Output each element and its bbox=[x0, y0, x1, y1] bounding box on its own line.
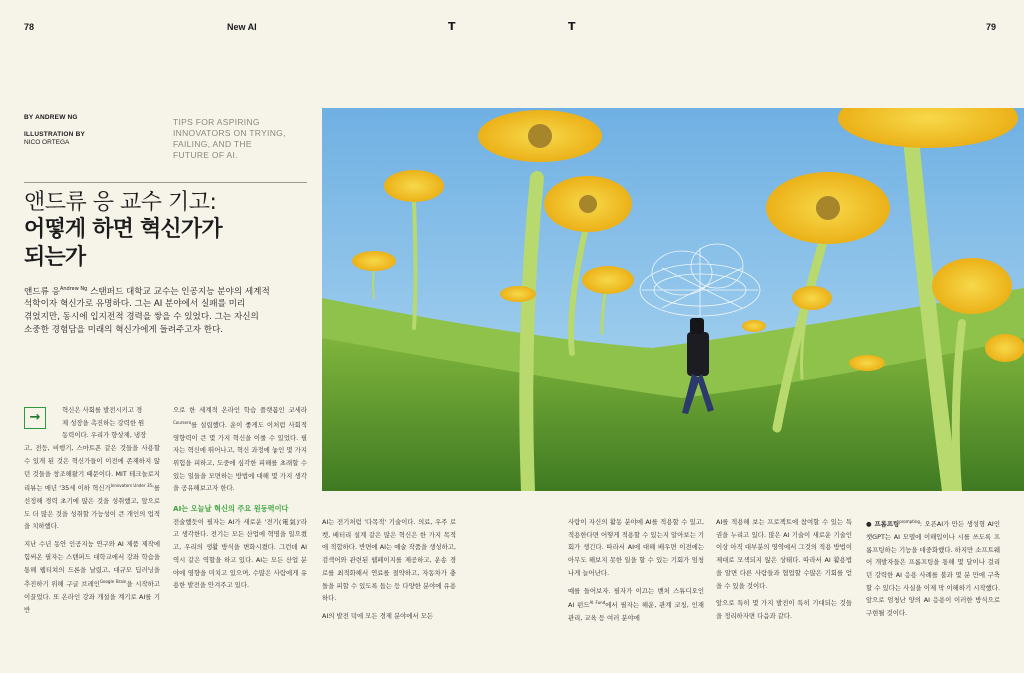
publication-logo-left: T bbox=[448, 20, 456, 33]
page-title bbox=[24, 190, 314, 272]
lede-text: 앤드류 응 bbox=[24, 286, 60, 297]
lede-line-3: 겪었지만, 동시에 입지전적 경력을 쌓을 수 있었다. 그는 자신의 bbox=[24, 312, 259, 323]
body-sup: Google Brain bbox=[99, 579, 127, 585]
body-term: 프롬프팅 bbox=[874, 520, 900, 529]
title-line-2: 어떻게 하면 혁신가가 bbox=[24, 217, 222, 242]
arrow-right-icon: → bbox=[24, 407, 46, 429]
body-dropcap-line: 혁신은 사회를 발전시키고 경 bbox=[62, 406, 143, 414]
body-paragraph: AI를 적용해 보는 프로젝트에 참여할 수 있는 특권을 누리고 있다. 많은 AI 기술이 새로운 기술인 이상 아직 대부분의 영역에서 그것의 적용 방법이 제대로 모색되지 않은 상태다. 따라서 AI 활용법을 알면 다른 사람들과 협업할 수많은 기회를 얻을 수 있을 것이다. bbox=[716, 518, 852, 590]
hero-illustration bbox=[322, 108, 1024, 491]
deck-text bbox=[173, 117, 313, 161]
body-text: 예를 들어보자. 필자가 이끄는 벤처 스튜디오인 AI 펀드 bbox=[568, 586, 704, 610]
deck-line: FUTURE OF AI. bbox=[173, 150, 238, 160]
body-paragraph: 사람이 자신의 활동 분야에 AI를 적용할 수 있고, 적용한다면 어떻게 적용할 수 있는지 알아보는 기회가 생긴다. 따라서 AI에 대해 배우면 이전에는 아무도 해보지 못한 일을 할 수 있는 기회가 엄청나게 늘어난다. bbox=[568, 518, 704, 577]
body-column-1 bbox=[24, 404, 160, 622]
body-text: 고, 전등, 비행기, 스마트폰 같은 것들을 사용할 수 있게 된 것은 혁신가들이 이전에 존재하지 않던 것들을 창조해왔기 때문이다. MIT 테크놀로지 리뷰는 매년 '35세 이하 혁신가 bbox=[24, 444, 160, 493]
body-column-6 bbox=[866, 516, 1000, 625]
lede-text: 스탠퍼드 대학교 교수는 인공지능 분야의 세계적 bbox=[87, 286, 270, 297]
body-sup: Innovators Under 35 bbox=[110, 483, 153, 489]
body-paragraph: AI의 발전 덕에 모든 경제 분야에서 모든 bbox=[322, 611, 434, 620]
body-text: '를 선정해 경력 초기에 많은 것을 성취했고, 앞으로도 더 많은 것을 성취할 가능성이 큰 개인의 업적을 치하했다. bbox=[24, 484, 161, 531]
body-paragraph: 전술했듯이 필자는 AI가 새로운 '전기(電氣)'라고 생각한다. 전기는 모든 산업에 혁명을 일으켰고, 우리의 생활 방식을 변화시켰다. 그런데 AI 역시 같은 역할을 하고 있다. AI는 모든 산업 분야에 영향을 미치고 있으며, 수많은 사람에게 유용한 발전을 안겨주고 있다. bbox=[173, 517, 307, 590]
lede-line-4: 소중한 경험담을 미래의 혁신가에게 들려주고자 한다. bbox=[24, 324, 224, 335]
body-text: 을 시작하고 이끌었다. 또 온라인 강좌 개설을 계기로 AI를 기반 bbox=[24, 580, 160, 614]
body-paragraph bbox=[866, 516, 1000, 620]
page-number-right: 79 bbox=[986, 22, 997, 32]
illustration-label: ILLUSTRATION BY bbox=[24, 131, 86, 138]
lede-line-2: 석학이자 혁신가로 유명하다. 그는 AI 분야에서 실패를 미리 bbox=[24, 299, 246, 310]
section-subhead: AI는 오늘날 혁신의 주요 원동력이다 bbox=[173, 504, 289, 514]
title-line-1: 앤드류 응 교수 기고: bbox=[24, 190, 217, 215]
body-paragraph: 앞으로 특히 몇 가지 발전이 특히 기대되는 것들을 정리하자면 다음과 같다. bbox=[716, 599, 852, 620]
body-paragraph bbox=[173, 404, 307, 495]
body-sup: Coursera bbox=[173, 419, 192, 425]
section-label: New AI bbox=[227, 22, 257, 32]
publication-logo-right: T bbox=[568, 20, 576, 33]
body-text: : 오픈AI가 만든 생성형 AI인 챗GPT는 AI 모델에 이해입이나 시를 쓰도록 프롬프팅하는 기능을 대중화했다. 하지만 소프트웨어 개발자들은 프롬프팅을 통해 몇 달이나 걸리던 강력한 AI 응용 사례를 불과 몇 분 만에 구축할 수 있다는 사실을 이제 막 이해하기 시작했다. 앞으로 엄청난 양의 AI 응용이 이러한 방식으로 구현될 것이다. bbox=[866, 520, 1000, 618]
body-column-5 bbox=[716, 516, 852, 628]
bullet-icon: ● bbox=[866, 520, 873, 529]
body-text: 지난 수년 동안 인공지능 연구와 AI 제품 제작에 힘써온 필자는 스탠퍼드 대학교에서 강좌 학습을 통해 웹티쳐의 드론을 날렸고, 대규모 딥러닝을 추진하기 위해 구글 브레인 bbox=[24, 540, 160, 589]
divider-rule bbox=[24, 182, 307, 183]
body-sup: AI Fund bbox=[589, 600, 606, 606]
title-line-3: 되는가 bbox=[24, 245, 86, 270]
body-dropcap-line: 제 성장을 촉진하는 강력한 원 bbox=[62, 418, 145, 427]
body-paragraph: AI는 전기처럼 '다목적' 기술이다. 의료, 우주 로켓, 배터리 설계 같은 많은 혁신은 한 가지 목적에 적합하다. 반면에 AI는 예술 작품을 생성하고, 검색어와 관련된 웹페이지를 제공하고, 운송 경로를 최적화해서 연료를 절약하고, 자동차가 충돌을 피할 수 있도록 돕는 등 다양한 분야에 유용하다. bbox=[322, 518, 456, 603]
deck-line: TIPS FOR ASPIRING bbox=[173, 117, 260, 127]
body-column-3 bbox=[322, 516, 456, 628]
body-paragraph bbox=[24, 442, 160, 533]
illustrator-name: NICO ORTEGA bbox=[24, 139, 70, 146]
lede-paragraph bbox=[24, 283, 314, 336]
page-number-left: 78 bbox=[24, 22, 35, 32]
author-byline: BY ANDREW NG bbox=[24, 114, 78, 121]
body-column-4 bbox=[568, 516, 704, 630]
deck-line: FAILING, AND THE bbox=[173, 139, 252, 149]
body-paragraph bbox=[568, 585, 704, 625]
lede-sup: Andrew Ng bbox=[59, 286, 88, 292]
body-column-2 bbox=[173, 404, 307, 597]
body-text: 에서 필자는 해운, 관계 코칭, 인재 관리, 교육 등 여러 분야에 bbox=[568, 601, 704, 623]
body-text: 를 설립했다. 운이 좋게도 이처럼 사회적 영향력이 큰 몇 가지 혁신을 이룰 수 있었다. 필자는 혁신에 뛰어나고, 혁신 과정에 놓인 몇 가지 위험을 피하고, 도중에 심각한 피해를 초래할 수 있는 일들을 모면하는 방법에 대해 몇 가지 생각을 공유해보고자 한다. bbox=[173, 420, 307, 493]
body-text: 으로 한 세계적 온라인 학습 플랫폼인 코세라 bbox=[173, 406, 307, 414]
body-dropcap-line: 동력이다. 우리가 향상제, 냉장 bbox=[62, 431, 147, 440]
body-paragraph bbox=[24, 538, 160, 616]
deck-line: INNOVATORS ON TRYING, bbox=[173, 128, 286, 138]
lede-line-1 bbox=[24, 283, 314, 298]
body-sup: prompting bbox=[899, 519, 920, 524]
